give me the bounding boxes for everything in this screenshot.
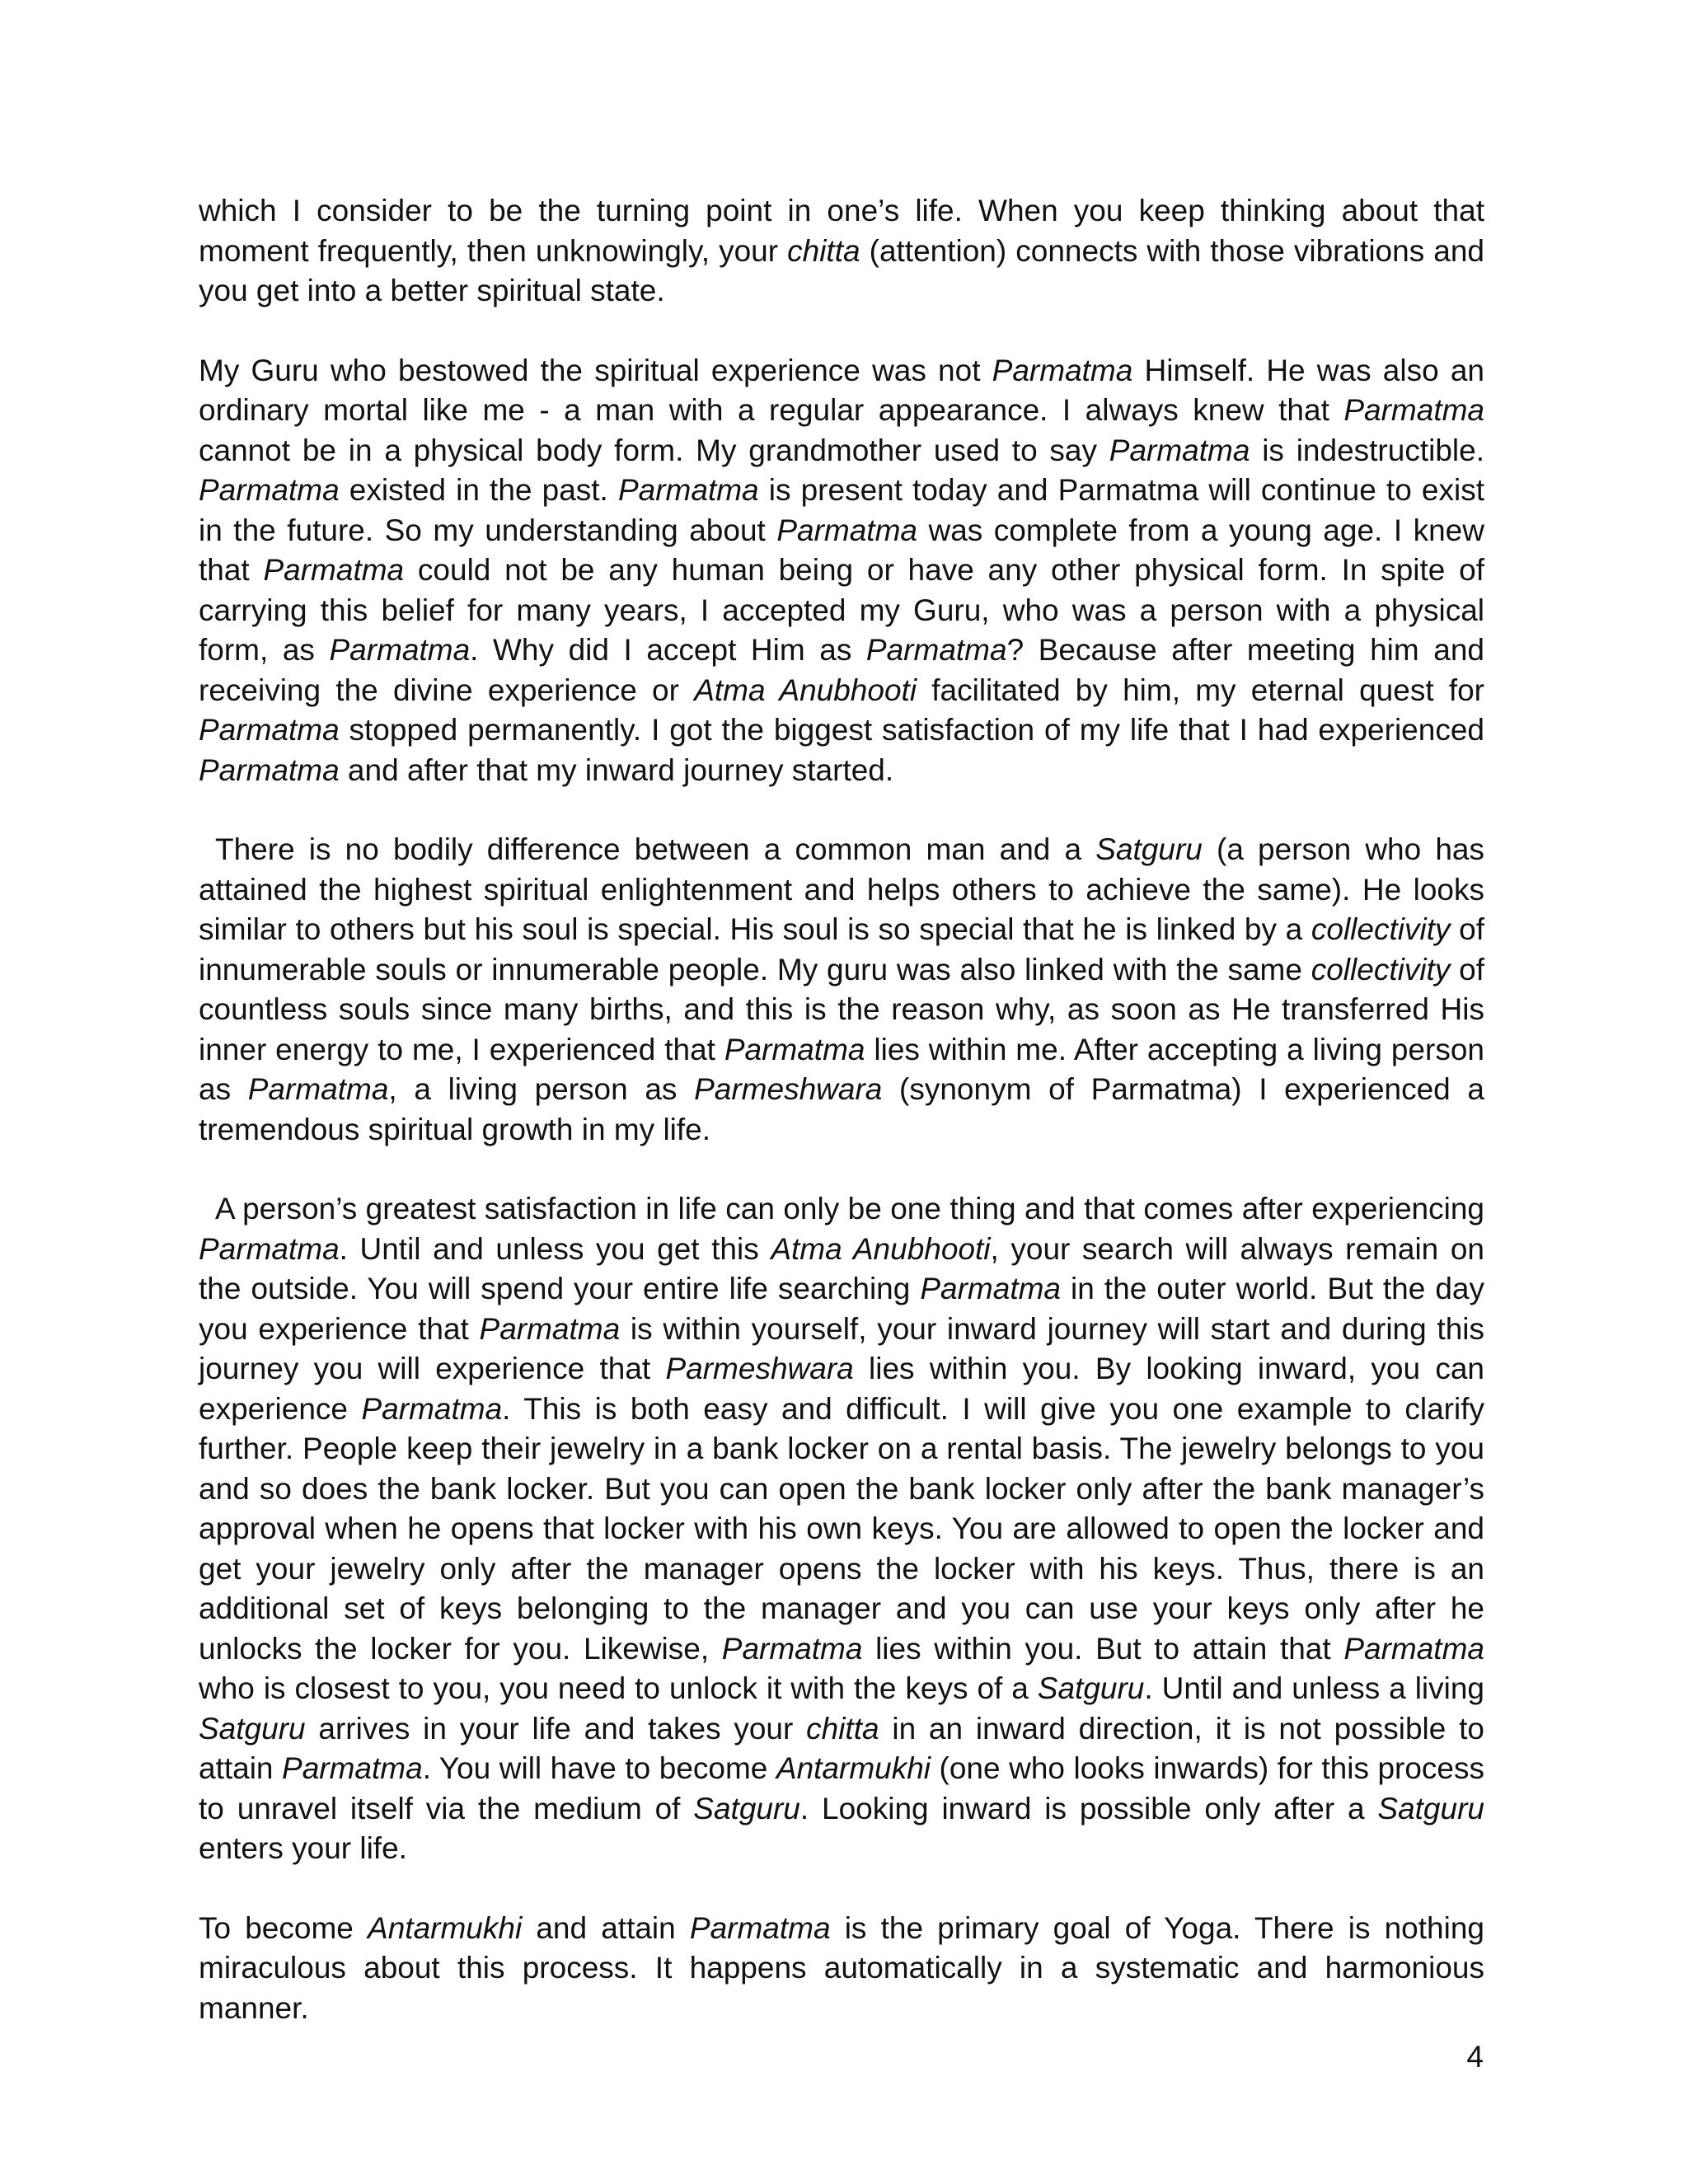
text-run: of innumerable souls or innumerable people. My guru was also linked with the same bbox=[199, 912, 1484, 987]
page-number: 4 bbox=[1466, 2040, 1484, 2074]
italic-term: Parmatma bbox=[329, 633, 471, 667]
text-run: . Until and unless a living bbox=[1144, 1671, 1485, 1705]
italic-term: Antarmukhi bbox=[776, 1751, 931, 1785]
italic-term: Satguru bbox=[199, 1711, 306, 1746]
text-run: There is no bodily difference between a common man and a bbox=[215, 832, 1096, 866]
italic-term: chitta bbox=[787, 233, 860, 268]
italic-term: Parmatma bbox=[1343, 393, 1484, 427]
text-run: enters your life. bbox=[199, 1831, 407, 1865]
italic-term: Parmatma bbox=[920, 1272, 1062, 1305]
italic-term: Parmeshwara bbox=[665, 1352, 854, 1385]
text-run: lies within you. By looking inward, you can experience bbox=[199, 1352, 1484, 1426]
text-run: My Guru who bestowed the spiritual experience was not bbox=[199, 353, 992, 387]
italic-term: Parmatma bbox=[776, 513, 917, 547]
text-run: in the outer world. But the day you experience that bbox=[199, 1272, 1484, 1346]
italic-term: Satguru bbox=[1377, 1791, 1484, 1825]
italic-term: Parmatma bbox=[199, 752, 340, 787]
text-run: who is closest to you, you need to unlock it with the keys of a bbox=[199, 1671, 1038, 1705]
text-run: existed in the past. bbox=[339, 473, 618, 507]
italic-term: Parmatma bbox=[479, 1311, 621, 1346]
text-run: is within yourself, your inward journey will start and during this journey you will experience that bbox=[199, 1311, 1485, 1385]
text-run: ? Because after meeting him and receiving the divine experience or bbox=[199, 633, 1484, 707]
text-run: which I consider to be the turning point in one’s life. When you keep thinking about that moment frequently, then unknowingly, your bbox=[199, 194, 1484, 268]
italic-term: Parmatma bbox=[721, 1631, 863, 1666]
italic-term: Parmatma bbox=[724, 1032, 865, 1066]
italic-term: Parmatma bbox=[1343, 1631, 1484, 1666]
italic-term: Satguru bbox=[1095, 832, 1203, 866]
italic-term: Parmatma bbox=[247, 1072, 389, 1106]
italic-term: Satguru bbox=[1037, 1671, 1145, 1705]
text-run: (one who looks inwards) for this process to unravel itself via the medium of bbox=[199, 1751, 1485, 1825]
text-run: . This is both easy and difficult. I will give you one example to clarify further. People keep their jewelry in a bank locker on a rental basis. The jewelry belongs to you and so does the bank locker. But you can open the bank locker only after the bank manager’s approval when he opens that locker with his own keys. You are allowed to open the locker and get your jewelry only after the manager opens the locker with his keys. Thus, there is an additional set of keys belonging to the manager and you can use your keys only after he unlocks the locker for you. Likewise, bbox=[199, 1391, 1484, 1666]
text-run: lies within me. After accepting a living person as bbox=[199, 1032, 1484, 1106]
text-run: . Until and unless you get this bbox=[339, 1231, 771, 1266]
body-text bbox=[199, 191, 1484, 2068]
text-run: (attention) connects with those vibrations and you get into a better spiritual state. bbox=[199, 233, 1484, 307]
italic-term: Parmatma bbox=[199, 1231, 340, 1266]
text-run: arrives in your life and takes your bbox=[305, 1711, 807, 1746]
text-run: is indestructible. bbox=[1250, 433, 1484, 467]
italic-term: Parmatma bbox=[282, 1751, 423, 1785]
text-run: facilitated by him, my eternal quest for bbox=[917, 673, 1484, 707]
text-run: . Why did I accept Him as bbox=[470, 633, 866, 667]
italic-term: Parmatma bbox=[199, 713, 340, 747]
text-run: cannot be in a physical body form. My grandmother used to say bbox=[199, 433, 1109, 467]
italic-term: Parmeshwara bbox=[694, 1072, 883, 1106]
italic-term: Parmatma bbox=[992, 353, 1133, 387]
text-run: A person’s greatest satisfaction in life can only be one thing and that comes after experiencing bbox=[215, 1192, 1484, 1226]
paragraph-2 bbox=[199, 351, 1484, 791]
text-run: . Looking inward is possible only after a bbox=[799, 1791, 1378, 1825]
italic-term: collectivity bbox=[1311, 952, 1451, 987]
paragraph-5 bbox=[199, 1909, 1484, 2029]
text-run: could not be any human being or have any other physical form. In spite of carrying this belief for many years, I accepted my Guru, who was a person with a physical form, as bbox=[199, 553, 1484, 667]
text-run: and after that my inward journey started. bbox=[339, 752, 894, 787]
text-run: of countless souls since many births, and this is the reason why, as soon as He transferred His inner energy to me, I experienced that bbox=[199, 952, 1485, 1066]
italic-term: Atma Anubhooti bbox=[771, 1231, 991, 1266]
italic-term: Satguru bbox=[693, 1791, 800, 1825]
italic-term: Parmatma bbox=[1109, 433, 1250, 467]
italic-term: Parmatma bbox=[263, 553, 405, 587]
italic-term: Parmatma bbox=[865, 633, 1007, 667]
text-run: . You will have to become bbox=[422, 1751, 776, 1785]
italic-term: chitta bbox=[806, 1711, 879, 1746]
paragraph-1 bbox=[199, 191, 1484, 312]
italic-term: Atma Anubhooti bbox=[694, 673, 917, 707]
text-run: and attain bbox=[522, 1910, 690, 1945]
text-run: is the primary goal of Yoga. There is nothing miraculous about this process. It happens automatically in a systematic and harmonious manner. bbox=[199, 1910, 1484, 2025]
text-run: Himself. He was also an ordinary mortal like me - a man with a regular appearance. I always knew that bbox=[199, 353, 1484, 427]
text-run: was complete from a young age. I knew that bbox=[199, 513, 1484, 587]
text-run: (synonym of Parmatma) I experienced a tremendous spiritual growth in my life. bbox=[199, 1072, 1484, 1146]
text-run: , a living person as bbox=[388, 1072, 695, 1106]
italic-term: collectivity bbox=[1311, 912, 1451, 946]
text-run: lies within you. But to attain that bbox=[862, 1631, 1344, 1666]
italic-term: Parmatma bbox=[689, 1910, 831, 1945]
text-run: is present today and Parmatma will continue to exist in the future. So my understanding about bbox=[199, 473, 1484, 547]
text-run: To become bbox=[199, 1910, 368, 1945]
text-run: (a person who has attained the highest spiritual enlightenment and helps others to achieve the same). He looks similar to others but his soul is special. His soul is so special that he is linked by a bbox=[199, 832, 1485, 946]
italic-term: Parmatma bbox=[617, 473, 759, 507]
italic-term: Parmatma bbox=[361, 1391, 503, 1426]
text-run: , your search will always remain on the outside. You will spend your entire life searching bbox=[199, 1231, 1484, 1305]
paragraph-3 bbox=[199, 830, 1484, 1150]
italic-term: Antarmukhi bbox=[368, 1910, 523, 1945]
text-run: stopped permanently. I got the biggest satisfaction of my life that I had experienced bbox=[339, 713, 1484, 747]
paragraph-4 bbox=[199, 1189, 1484, 1869]
italic-term: Parmatma bbox=[199, 473, 340, 507]
text-run: in an inward direction, it is not possible to attain bbox=[199, 1711, 1484, 1785]
